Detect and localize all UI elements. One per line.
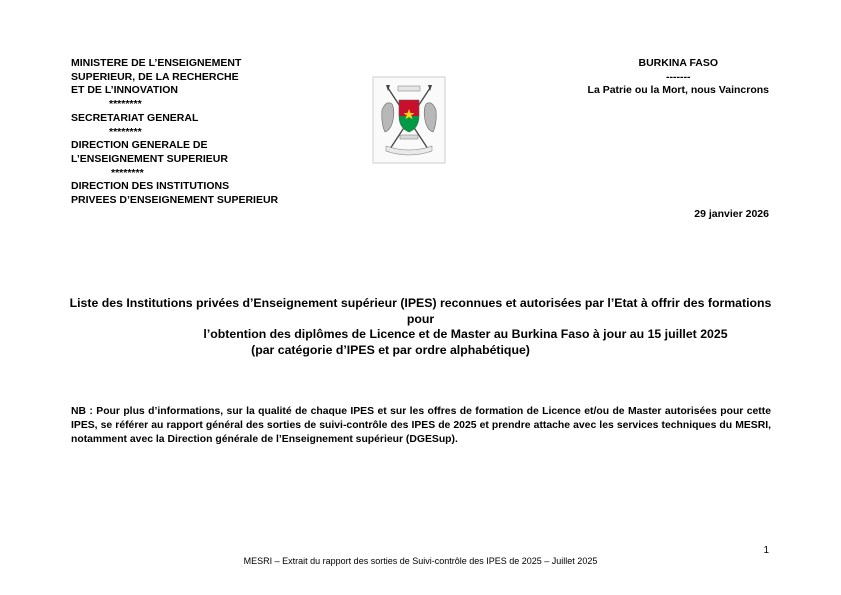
separator-stars: ********: [109, 98, 142, 111]
country-name: BURKINA FASO: [638, 57, 719, 69]
separator-stars: ********: [111, 166, 144, 179]
national-motto: La Patrie ou la Mort, nous Vaincrons: [587, 84, 769, 97]
document-title: [60, 296, 781, 358]
coat-of-arms-icon: [372, 76, 446, 164]
ministry-header: [71, 57, 278, 208]
page-number: 1: [763, 545, 769, 556]
separator-stars: ********: [109, 125, 142, 138]
direction-line: DIRECTION GENERALE DE: [71, 139, 208, 152]
secretariat-line: SECRETARIAT GENERAL: [71, 111, 199, 124]
nb-note: NB : Pour plus d’informations, sur la qualité de chaque IPES et sur les offres de formation de Licence et/ou de Master autorisées pour cette IPES, se référer au rapport général des sorties de suivi-contrôle des IPES de 2025 et prendre attache avec les services techniques du MESRI, notamment avec la Direction générale de l’Enseignement supérieur (DGESup).: [71, 406, 771, 445]
country-separator: -------: [666, 70, 691, 83]
ministry-line: SUPERIEUR, DE LA RECHERCHE: [71, 70, 239, 83]
title-subline: (par catégorie d’IPES et par ordre alphabétique): [251, 342, 530, 357]
direction-line: L’ENSEIGNEMENT SUPERIEUR: [71, 152, 228, 165]
country-header: [588, 57, 769, 98]
direction-line: DIRECTION DES INSTITUTIONS: [71, 180, 230, 193]
document-date: 29 janvier 2026: [694, 208, 769, 220]
direction-line: PRIVEES D’ENSEIGNEMENT SUPERIEUR: [71, 194, 279, 207]
page-footer: MESRI – Extrait du rapport des sorties de Suivi-contrôle des IPES de 2025 – Juillet 2025: [243, 556, 598, 566]
ministry-line: MINISTERE DE L’ENSEIGNEMENT: [71, 57, 242, 69]
ministry-line: ET DE L’INNOVATION: [71, 84, 178, 97]
title-line: l’obtention des diplômes de Licence et de Master au Burkina Faso à jour au 15 juillet 2025: [203, 327, 728, 341]
title-line: Liste des Institutions privées d’Enseignement supérieur (IPES) reconnues et autorisées par l’Etat à offrir des formations pour: [69, 296, 772, 326]
